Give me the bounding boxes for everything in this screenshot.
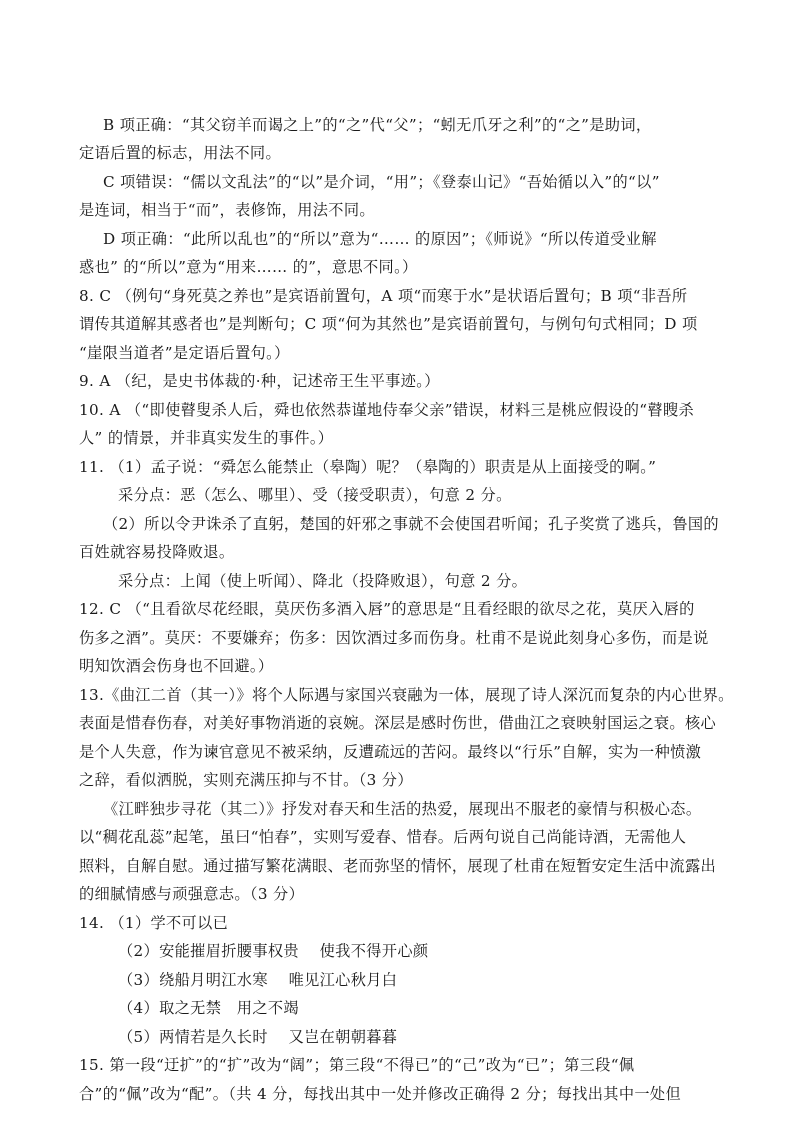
item-10-answer-cont: 人” 的情景，并非真实发生的事件。） — [79, 429, 334, 447]
item-8-answer-cont: “崖限当道者”是定语后置句。） — [79, 344, 290, 362]
item-8-answer: 8. C （例句“身死莫之养也”是宾语前置句，A 项“而寒于水”是状语后置句；B 项“非吾所 — [79, 287, 688, 305]
item-13-second-poem-cont: 照料，自解自慰。通过描写繁花满眼、老而弥坚的情怀，展现了杜甫在短暂安定生活中流露出 — [79, 857, 717, 875]
item-11-part-1: 11. （1）孟子说：“舜怎么能禁止（皋陶）呢？（皋陶的）职责是从上面接受的啊。” — [79, 458, 657, 476]
item-8-answer-cont: 谓传其道解其惑者也”是判断句；C 项“何为其然也”是宾语前置句，与例句句式相同；D 项 — [79, 315, 698, 333]
item-11-scoring-1: 采分点：恶（怎么、哪里）、受（接受职责），句意 2 分。 — [118, 486, 512, 504]
item-13-answer-cont: 表面是惜春伤春，对美好事物消逝的哀婉。深层是感时伤世，借曲江之衰映射国运之衰。核心 — [79, 714, 717, 732]
item-12-answer-cont: 伤多之酒”。莫厌：不要嫌弃；伤多：因饮酒过多而伤身。杜甫不是说此刻身心多伤，而是说 — [79, 629, 709, 647]
item-14-part-5: （5）两情若是久长时 又岂在朝朝暮暮 — [118, 1028, 398, 1046]
item-14-part-2: （2）安能摧眉折腰事权贵 使我不得开心颜 — [118, 942, 429, 960]
item-7-option-d-cont: 惑也” 的“所以”意为“用来…… 的”，意思不同。） — [79, 258, 418, 276]
item-15-answer: 15. 第一段“迂扩”的“扩”改为“阔”；第三段“不得已”的“己”改为“已”；第三段“佩 — [79, 1056, 635, 1074]
item-13-answer-cont: 之辞，看似洒脱，实则充满压抑与不甘。（3 分） — [79, 771, 413, 789]
item-7-option-d: D 项正确：“此所以乱也”的“所以”意为“…… 的原因”；《师说》“所以传道受业解 — [103, 230, 657, 248]
item-13-answer: 13.《曲江二首（其一）》将个人际遇与家国兴衰融为一体，展现了诗人深沉而复杂的内心世界。 — [79, 686, 734, 704]
item-13-answer-cont: 是个人失意，作为谏官意见不被采纳，反遭疏远的苦闷。最终以“行乐”自解，实为一种愤激 — [79, 743, 702, 761]
item-11-part-2: （2）所以令尹诛杀了直躬，楚国的奸邪之事就不会使国君听闻；孔子奖赏了逃兵，鲁国的 — [103, 515, 719, 533]
item-12-answer: 12. C （“且看欲尽花经眼，莫厌伤多酒入唇”的意思是“且看经眼的欲尽之花，莫厌入唇的 — [79, 600, 695, 618]
item-15-answer-cont: 合”的“佩”改为“配”。（共 4 分，每找出其中一处并修改正确得 2 分；每找出其中一处但 — [79, 1085, 681, 1103]
item-13-second-poem-cont: 以“稠花乱蕊”起笔，虽曰“怕春”，实则写爱春、惜春。后两句说自己尚能诗酒，无需他人 — [79, 828, 687, 846]
item-13-second-poem: 《江畔独步寻花（其二）》抒发对春天和生活的热爱，展现出不服老的豪情与积极心态。 — [103, 800, 702, 818]
item-14-part-4: （4）取之无禁 用之不竭 — [118, 999, 299, 1017]
item-13-second-poem-cont: 的细腻情感与顽强意志。（3 分） — [79, 885, 305, 903]
item-7-option-b: B 项正确：“其父窃羊而谒之上”的“之”代“父”；“蚓无爪牙之利”的“之”是助词， — [103, 116, 652, 134]
item-11-scoring-2: 采分点：上闻（使上听闻）、降北（投降败退），句意 2 分。 — [118, 572, 528, 590]
item-14-part-1: 14. （1）学不可以已 — [79, 914, 229, 932]
item-7-option-c-cont: 是连词，相当于“而”，表修饰，用法不同。 — [79, 201, 375, 219]
item-14-part-3: （3）绕船月明江水寒 唯见江心秋月白 — [118, 971, 398, 989]
item-9-answer: 9. A （纪，是史书体裁的·种，记述帝王生平事迹。） — [79, 372, 440, 390]
item-7-option-b-cont: 定语后置的标志，用法不同。 — [79, 144, 281, 162]
item-12-answer-cont: 明知饮酒会伤身也不回避。） — [79, 657, 274, 675]
item-7-option-c: C 项错误：“儒以文乱法”的“以”是介词，“用”；《登泰山记》“吾始循以入”的“以” — [103, 173, 660, 191]
item-11-part-2-cont: 百姓就容易投降败退。 — [79, 543, 235, 561]
item-10-answer: 10. A （“即使瞽叟杀人后，舜也依然恭谨地侍奉父亲”错误，材料三是桃应假设的“瞽瞍杀 — [79, 401, 695, 419]
